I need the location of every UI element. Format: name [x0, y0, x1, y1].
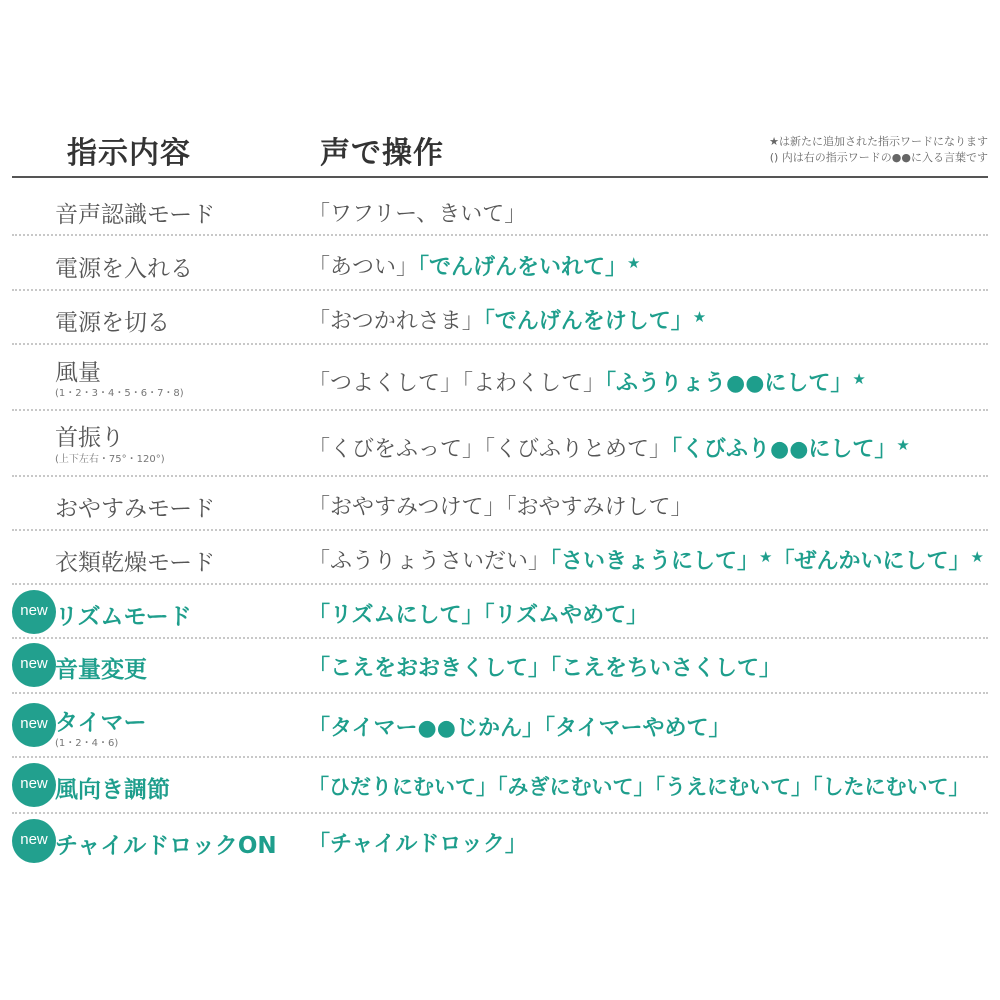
row-command [308, 827, 527, 858]
new-command-text: 「リズムにして」「リズムやめて」 [308, 603, 649, 628]
new-badge: new [12, 643, 56, 687]
new-badge: new [12, 590, 56, 634]
new-command-text: 「ひだりにむいて」「みぎにむいて」「うえにむいて」「したにむいて」 [308, 775, 970, 799]
legend-note [769, 134, 988, 166]
row-divider [12, 637, 988, 639]
command-text: 「くびをふって」「くびふりとめて」 [308, 437, 672, 462]
new-command-text: 「ふうりょう●●にして」 [605, 371, 853, 396]
row-command [308, 711, 731, 742]
command-text: 「あつい」 [308, 255, 419, 280]
new-badge: new [12, 703, 56, 747]
row-sublabel: (1・2・3・4・5・6・7・8) [55, 388, 184, 399]
row-command [308, 771, 970, 801]
row-command [308, 197, 526, 228]
star-icon: ★ [759, 548, 773, 566]
command-text: 「ふうりょうさいだい」 [308, 549, 551, 574]
row-label: 風量 [55, 360, 101, 386]
row-divider [12, 343, 988, 345]
row-sublabel: (上下左右・75°・120°) [55, 454, 165, 465]
row-divider [12, 756, 988, 758]
row-command [308, 304, 706, 335]
row-label: 衣類乾燥モード [55, 550, 216, 576]
row-label: リズムモード [55, 604, 192, 630]
row-label: チャイルドロックON [55, 833, 277, 859]
new-command-text: 「こえをおおきくして」「こえをちいさくして」 [308, 656, 782, 681]
new-command-text: 「ぜんかいにして」 [772, 549, 971, 574]
row-command [308, 366, 866, 397]
row-command [308, 598, 648, 629]
row-label: 電源を切る [55, 310, 170, 336]
row-divider [12, 475, 988, 477]
star-icon: ★ [852, 370, 866, 388]
row-label: 首振り [55, 425, 124, 451]
row-divider [12, 289, 988, 291]
star-icon: ★ [627, 254, 641, 272]
row-divider [12, 583, 988, 585]
command-text: 「おやすみつけて」「おやすみけして」 [308, 495, 693, 520]
row-divider [12, 234, 988, 236]
row-command [308, 490, 693, 521]
row-divider [12, 692, 988, 694]
row-command [308, 432, 910, 463]
row-label: 風向き調節 [55, 777, 170, 803]
new-command-text: 「でんげんをけして」 [483, 309, 693, 334]
row-sublabel: (1・2・4・6) [55, 738, 119, 749]
row-command [308, 651, 781, 682]
new-command-text: 「くびふり●●にして」 [671, 437, 897, 462]
row-command [308, 544, 984, 575]
row-label: おやすみモード [55, 496, 216, 522]
row-command [308, 250, 640, 281]
star-icon: ★ [692, 308, 707, 326]
new-badge: new [12, 763, 56, 807]
new-command-text: 「さいきょうにして」 [550, 549, 760, 574]
command-text: 「おつかれさま」 [308, 309, 484, 334]
command-text: 「つよくして」「よわくして」 [308, 371, 606, 396]
row-divider [12, 529, 988, 531]
new-badge: new [12, 819, 56, 863]
command-text: 「ワフリー、きいて」 [308, 202, 527, 227]
star-icon: ★ [970, 548, 984, 566]
column-header-voice: 声で操作 [320, 136, 444, 171]
star-icon: ★ [896, 436, 910, 454]
legend-note-line2: () 内は右の指示ワードの●●に入る言葉です [769, 151, 988, 164]
row-label: タイマー [55, 710, 147, 736]
new-command-text: 「でんげんをいれて」 [418, 255, 628, 280]
row-label: 電源を入れる [55, 256, 193, 282]
new-command-text: 「タイマー●●じかん」「タイマーやめて」 [308, 716, 731, 741]
row-divider [12, 812, 988, 814]
row-label: 音量変更 [55, 657, 147, 683]
row-label: 音声認識モード [55, 202, 216, 228]
row-divider [12, 409, 988, 411]
column-header-instruction: 指示内容 [67, 136, 191, 171]
header-divider [12, 176, 988, 178]
new-command-text: 「チャイルドロック」 [308, 832, 527, 857]
legend-note-line1: ★は新たに追加された指示ワードになります [769, 135, 988, 148]
table-header [12, 128, 988, 176]
